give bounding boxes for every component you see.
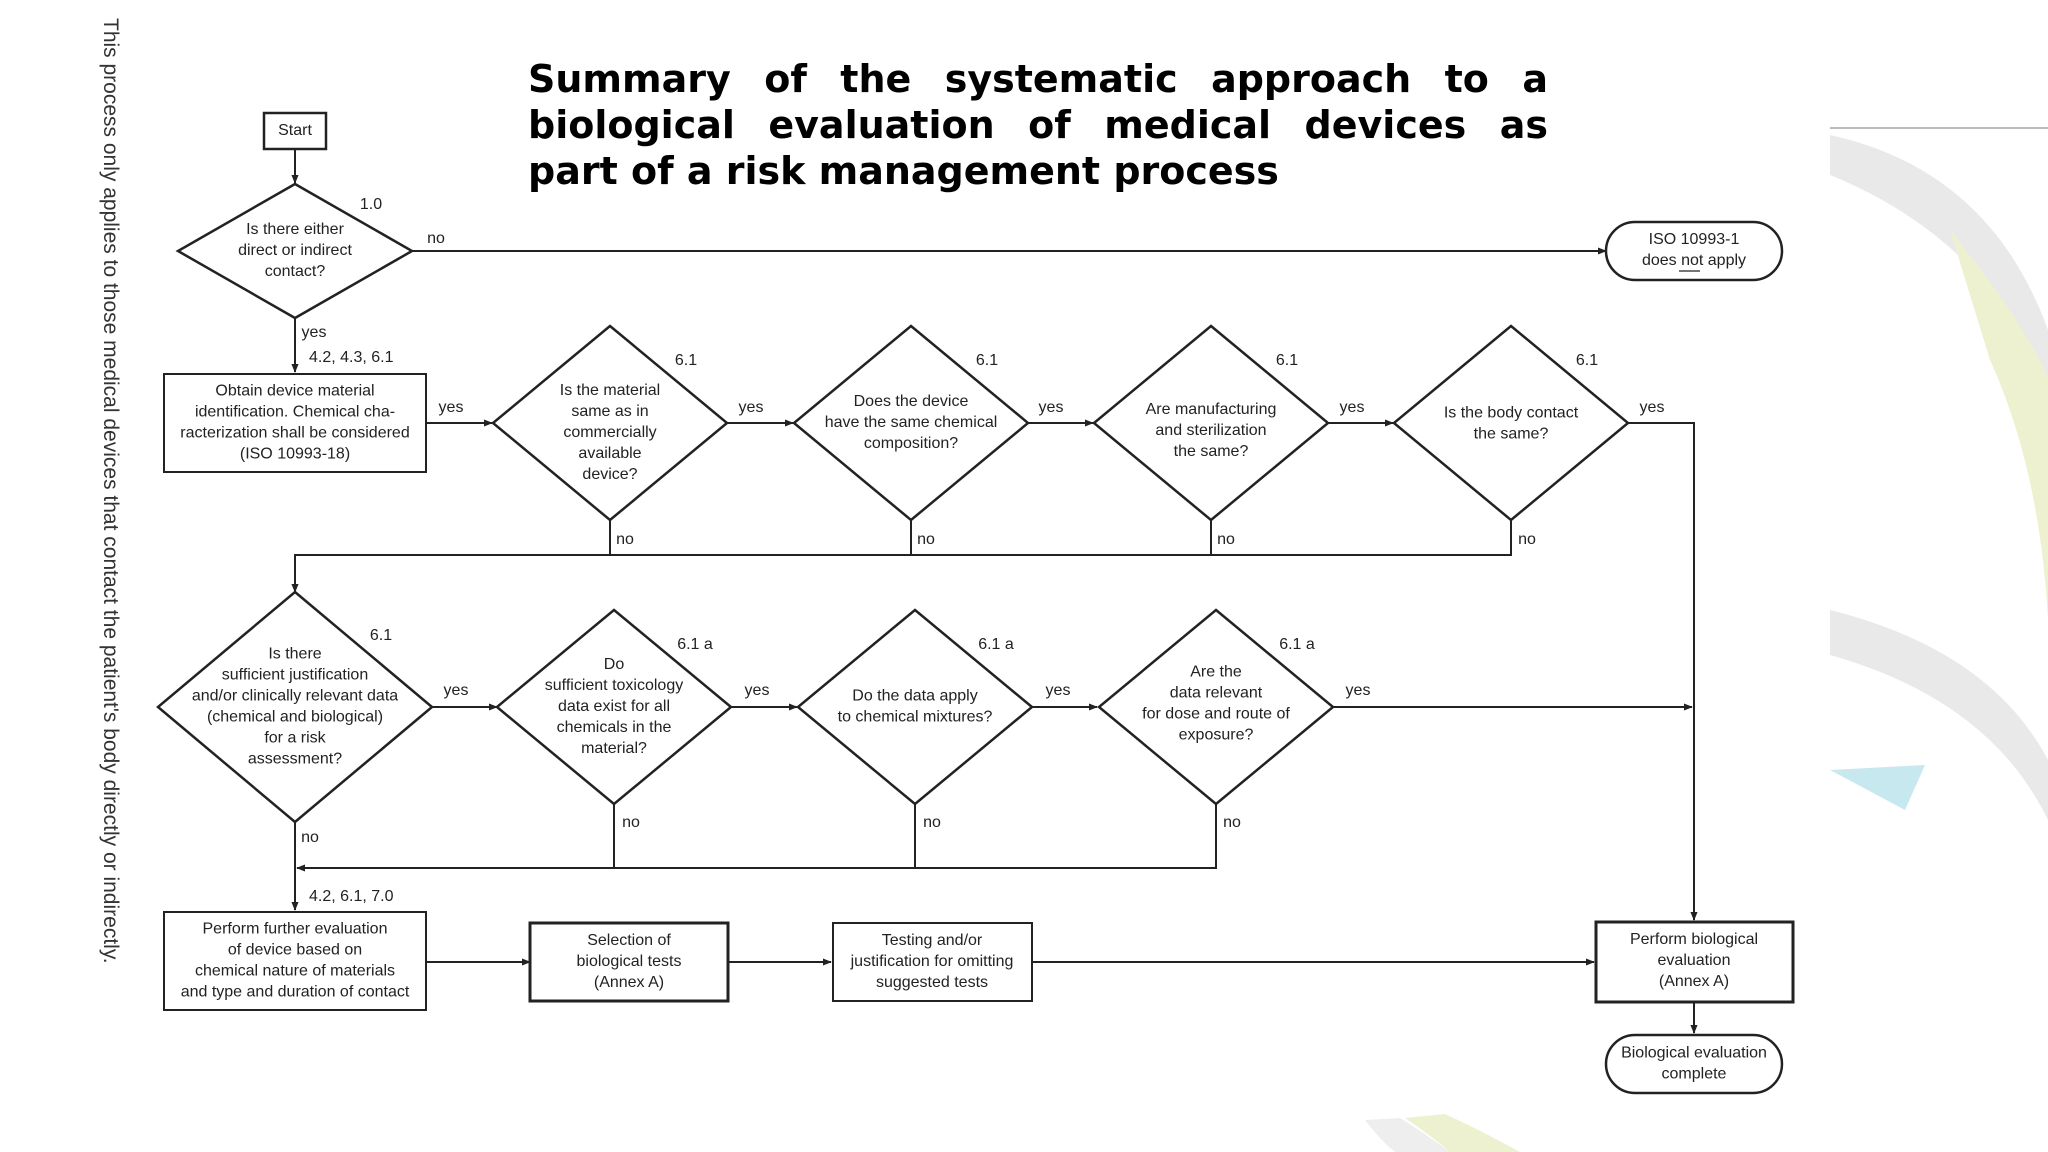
identify-box-label-line-1: Obtain device material <box>215 382 375 400</box>
testing-box-label-line-3: suggested tests <box>875 974 989 992</box>
further-box-label-line-2: of device based on <box>227 941 363 959</box>
connector-no-merge-upper <box>295 520 1511 592</box>
label-dose-no: no <box>1223 814 1241 832</box>
dose-ref: 6.1 a <box>1279 636 1315 654</box>
selection-box-label-line-2: biological tests <box>576 953 682 971</box>
identify-box-label-line-2: identification. Chemical cha- <box>194 403 396 421</box>
label-identify-yes: yes <box>438 399 464 417</box>
tox-diamond-label-line-1: Do <box>603 656 625 674</box>
complete-terminal-label-line-1: Biological evaluation <box>1621 1044 1767 1062</box>
tox-diamond-label-line-4: chemicals in the <box>556 719 672 737</box>
tox-diamond-label-line-5: material? <box>581 740 647 758</box>
justification-diamond-label-line-3: and/or clinically relevant data <box>191 687 399 705</box>
material-ref: 6.1 <box>674 352 698 370</box>
label-mixtures-yes: yes <box>1045 682 1071 700</box>
start-box-label-line-1: Start <box>278 122 312 140</box>
further-box-label-line-3: chemical nature of materials <box>194 962 396 980</box>
justification-diamond-label-line-4: (chemical and biological) <box>206 708 384 726</box>
label-manufacturing-no: no <box>1217 531 1235 549</box>
selection-box-label-line-3: (Annex A) <box>593 974 665 992</box>
further-box-label-line-4: and type and duration of contact <box>180 983 410 1001</box>
connector-no-merge-lower <box>297 804 1216 868</box>
mixtures-diamond-label-line-1: Do the data apply <box>852 687 978 705</box>
dose-diamond-label-line-3: for dose and route of <box>1142 705 1290 723</box>
not-apply-label-line-2: does not apply <box>1641 252 1747 270</box>
identify-box-label-line-3: racterization shall be considered <box>180 424 410 442</box>
justification-diamond-label-line-6: assessment? <box>247 750 343 768</box>
dose-diamond-label-line-1: Are the <box>1190 663 1242 681</box>
dose-diamond-label-line-2: data relevant <box>1169 684 1263 702</box>
justification-diamond-label-line-2: sufficient justification <box>221 666 369 684</box>
body-diamond-label-line-2: the same? <box>1473 425 1549 443</box>
perform-box-label-line-3: (Annex A) <box>1658 973 1730 991</box>
contact-diamond-label-line-3: contact? <box>264 263 326 281</box>
contact-diamond-label-line-2: direct or indirect <box>238 242 352 260</box>
chemical-ref: 6.1 <box>975 352 999 370</box>
label-chemical-yes: yes <box>1038 399 1064 417</box>
dose-diamond-label-line-4: exposure? <box>1178 726 1254 744</box>
testing-box-label-line-2: justification for omitting <box>850 953 1014 971</box>
manufacturing-diamond-label-line-3: the same? <box>1173 443 1249 461</box>
material-diamond-label-line-1: Is the material <box>559 382 661 400</box>
label-body-no: no <box>1518 531 1536 549</box>
contact-ref: 1.0 <box>359 196 383 214</box>
selection-box-label-line-1: Selection of <box>587 932 671 950</box>
justification-diamond-label-line-5: for a risk <box>264 729 326 747</box>
label-contact-no: no <box>427 230 445 248</box>
perform-box-label-line-1: Perform biological <box>1629 931 1759 949</box>
mixtures-ref: 6.1 a <box>978 636 1014 654</box>
label-mixtures-no: no <box>923 814 941 832</box>
tox-diamond-label-line-2: sufficient toxicology <box>544 677 684 695</box>
label-contact-yes: yes <box>301 324 327 342</box>
slide-title: Summary of the systematic approach to a biological evaluation of medical devices as part of a risk management process <box>528 57 1548 193</box>
tox-diamond-label-line-3: data exist for all <box>557 698 671 716</box>
material-diamond-label-line-4: available <box>578 445 642 463</box>
mixtures-diamond-label-line-2: to chemical mixtures? <box>837 708 993 726</box>
identify-box-label-line-4: (ISO 10993-18) <box>239 445 351 463</box>
chemical-diamond-label-line-3: composition? <box>863 435 959 453</box>
label-material-no: no <box>616 531 634 549</box>
manufacturing-diamond-label-line-1: Are manufacturing <box>1145 401 1277 419</box>
chemical-diamond-label-line-1: Does the device <box>853 393 969 411</box>
label-tox-no: no <box>622 814 640 832</box>
body-ref: 6.1 <box>1575 352 1599 370</box>
label-manufacturing-yes: yes <box>1339 399 1365 417</box>
side-note-text: This process only applies to those medical devices that contact the patient's body directly or indirectly. <box>99 18 122 964</box>
complete-terminal-label-line-2: complete <box>1661 1065 1727 1083</box>
label-dose-yes: yes <box>1345 682 1371 700</box>
body-diamond-label-line-1: Is the body contact <box>1443 404 1579 422</box>
label-justification-no: no <box>301 829 319 847</box>
material-diamond-label-line-5: device? <box>582 466 638 484</box>
chemical-diamond-label-line-2: have the same chemical <box>824 414 998 432</box>
label-chemical-no: no <box>917 531 935 549</box>
label-body-yes: yes <box>1639 399 1665 417</box>
testing-box-label-line-1: Testing and/or <box>881 932 983 950</box>
tox-ref: 6.1 a <box>677 636 713 654</box>
contact-diamond-label-line-1: Is there either <box>246 221 344 239</box>
manufacturing-diamond-label-line-2: and sterilization <box>1155 422 1267 440</box>
label-justification-yes: yes <box>443 682 469 700</box>
justification-ref: 6.1 <box>369 627 393 645</box>
identify-ref: 4.2, 4.3, 6.1 <box>309 349 394 367</box>
manufacturing-ref: 6.1 <box>1275 352 1299 370</box>
not-apply-label-line-1: ISO 10993-1 <box>1648 231 1740 249</box>
justification-diamond-label-line-1: Is there <box>268 645 322 663</box>
complete-terminal-shape <box>1606 1035 1782 1093</box>
label-material-yes: yes <box>738 399 764 417</box>
material-diamond-label-line-2: same as in <box>571 403 649 421</box>
label-tox-yes: yes <box>744 682 770 700</box>
further-box-label-line-1: Perform further evaluation <box>202 920 388 938</box>
material-diamond-label-line-3: commercially <box>563 424 657 442</box>
further-ref: 4.2, 6.1, 7.0 <box>309 888 394 906</box>
perform-box-label-line-2: evaluation <box>1657 952 1731 970</box>
connector-body-yes <box>1628 423 1694 920</box>
